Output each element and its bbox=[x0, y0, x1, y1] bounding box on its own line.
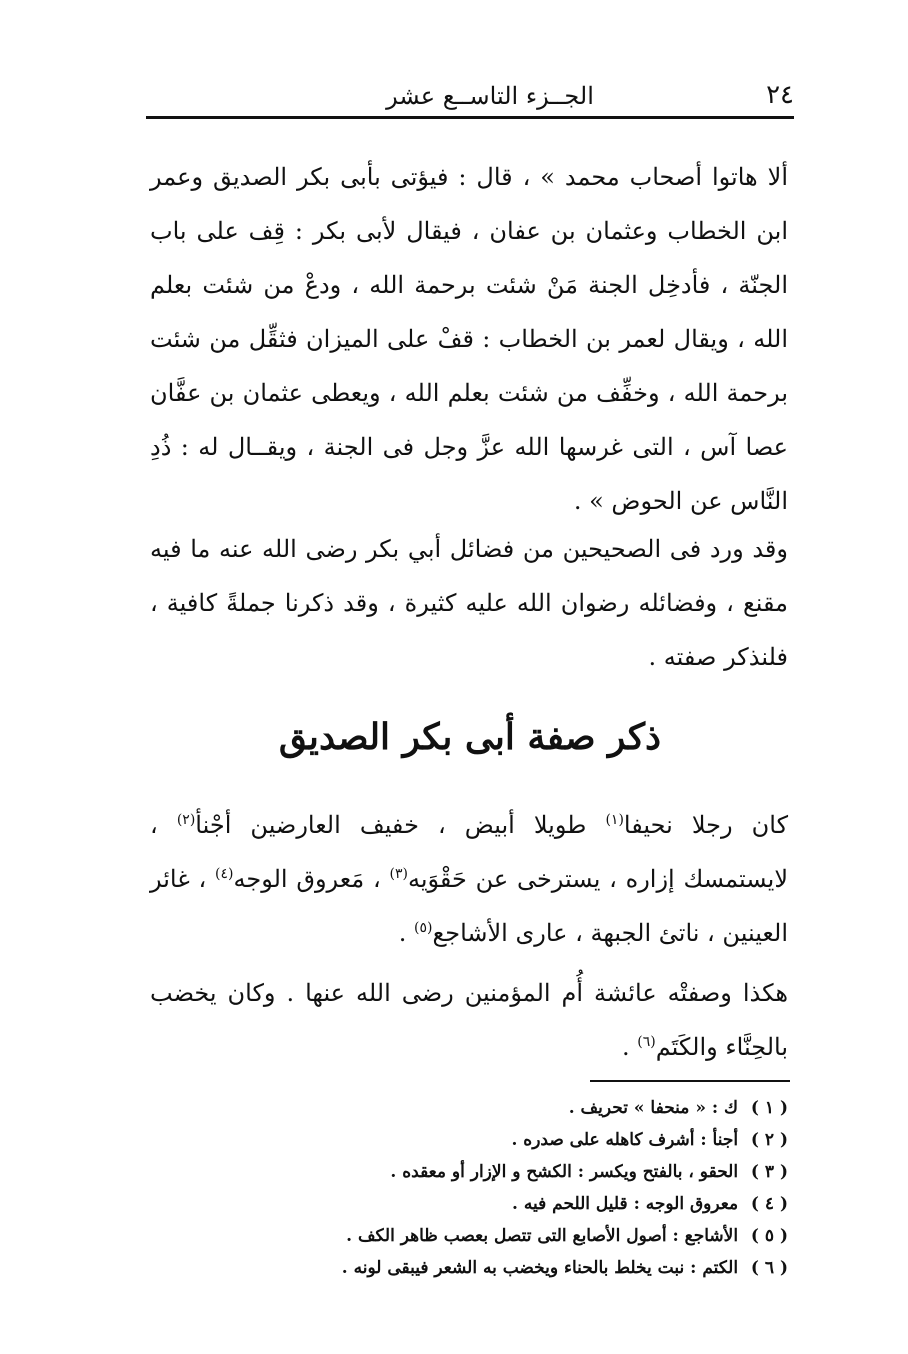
footnote-ref-5[interactable]: (٥) bbox=[413, 920, 433, 936]
footnote-item bbox=[150, 1124, 788, 1156]
footnote-ref-4[interactable]: (٤) bbox=[215, 866, 234, 882]
footnote-text: ك : « منحفا » تحريف . bbox=[568, 1098, 739, 1118]
footnote-item bbox=[150, 1252, 788, 1284]
paragraph-3-text: ، لايستمسك إزاره ، يسترخى عن حَقْوَيه bbox=[150, 811, 788, 893]
paragraph-3-text: طويلا أبيض ، خفيف العارضين أجْنأ bbox=[195, 811, 606, 839]
footnote-ref-3[interactable]: (٣) bbox=[389, 866, 408, 882]
footnote-item bbox=[150, 1156, 788, 1188]
paragraph-3-text: . bbox=[398, 919, 414, 947]
header-rule bbox=[146, 116, 794, 119]
footnote-number: ( ٣ ) bbox=[750, 1162, 788, 1182]
footnote-rule bbox=[590, 1080, 790, 1082]
running-title: الجــزء التاســع عشر bbox=[386, 82, 594, 110]
paragraph-4 bbox=[150, 966, 788, 1074]
footnote-item bbox=[150, 1188, 788, 1220]
footnote-text: معروق الوجه : قليل اللحم فيه . bbox=[512, 1194, 739, 1214]
page-number: ٢٤ bbox=[766, 80, 794, 110]
footnote-number: ( ٥ ) bbox=[750, 1226, 788, 1246]
footnote-item bbox=[150, 1092, 788, 1124]
footnote-text: أجنأ : أشرف كاهله على صدره . bbox=[511, 1130, 739, 1150]
paragraph-4-text: هكذا وصفتْه عائشة أُم المؤمنين رضى الله عنها . وكان يخضب بالحِنَّاء والكَتَم bbox=[150, 979, 788, 1061]
footnote-number: ( ٦ ) bbox=[750, 1258, 788, 1278]
paragraph-3-text: ، مَعروق الوجه bbox=[233, 865, 390, 893]
footnotes-list bbox=[150, 1092, 788, 1284]
footnote-text: الأشاجع : أصول الأصابع التى تتصل بعصب ظاهر الكف . bbox=[346, 1226, 739, 1246]
footnote-item bbox=[150, 1220, 788, 1252]
footnote-number: ( ١ ) bbox=[750, 1098, 788, 1118]
paragraph-3 bbox=[150, 798, 788, 960]
paragraph-3-text: ، غائر العينين ، ناتئ الجبهة ، عارى الأشاجع bbox=[150, 865, 788, 947]
paragraph-4-text: . bbox=[621, 1033, 638, 1061]
footnote-text: الحقو ، بالفتح ويكسر : الكشح و الإزار أو معقده . bbox=[390, 1162, 739, 1182]
paragraph-2: وقد ورد فى الصحيحين من فضائل أبي بكر رضى الله عنه ما فيه مقنع ، وفضائله رضوان الله عليه كثيرة ، وقد ذكرنا جملةً كافية ، فلنذكر صفته . bbox=[150, 535, 788, 671]
footnote-text: الكتم : نبت يخلط بالحناء ويخضب به الشعر فيبقى لونه . bbox=[341, 1258, 739, 1278]
page-header bbox=[146, 74, 794, 114]
paragraph-3-text: كان رجلا نحيفا bbox=[623, 811, 789, 839]
footnote-number: ( ٢ ) bbox=[750, 1130, 788, 1150]
section-heading: ذكر صفة أبى بكر الصديق bbox=[278, 716, 662, 758]
footnote-ref-6[interactable]: (٦) bbox=[637, 1034, 656, 1050]
footnote-number: ( ٤ ) bbox=[750, 1194, 788, 1214]
footnote-ref-2[interactable]: (٢) bbox=[176, 812, 196, 828]
paragraph-1: ألا هاتوا أصحاب محمد » ، قال : فيؤتى بأبى بكر الصديق وعمر ابن الخطاب وعثمان بن عفان ، فيقال لأبى بكر : قِف على باب الجنّة ، فأدخِل الجنة مَنْ شئت برحمة الله ، ودعْ من شئت بعلم الله ، ويقال لعمر بن الخطاب : قفْ على الميزان فثقِّل من شئت برحمة الله ، وخفِّف من شئت بعلم الله ، ويعطى عثمان بن عفَّان عصا آس ، التى غرسها الله عزَّ وجل فى الجنة ، ويقــال له : ذُدِ النَّاس عن الحوض » . bbox=[150, 163, 788, 515]
footnote-ref-1[interactable]: (١) bbox=[605, 812, 624, 828]
